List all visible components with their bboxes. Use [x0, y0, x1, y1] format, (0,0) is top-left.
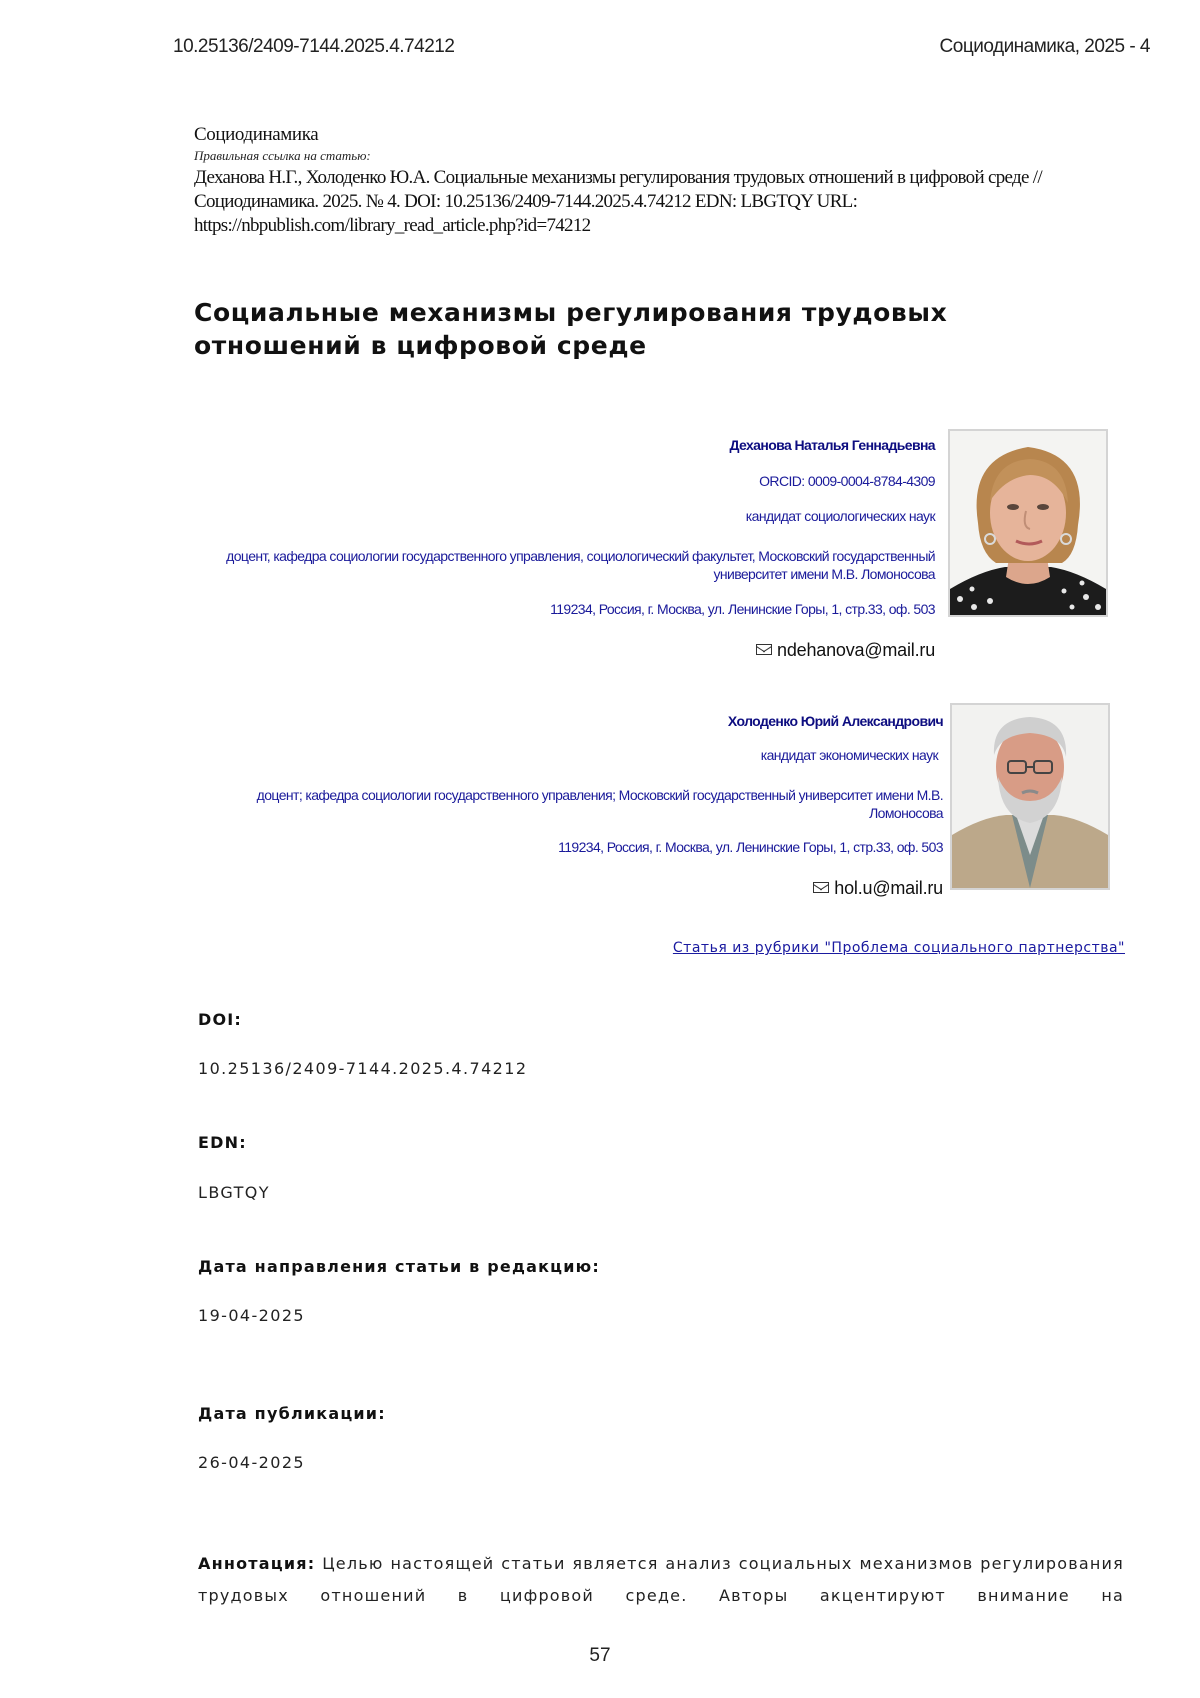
author-1-orcid[interactable]: ORCID: 0009-0004-8784-4309	[759, 473, 935, 489]
author-1-address: 119234, Россия, г. Москва, ул. Ленинские Горы, 1, стр.33, оф. 503	[550, 601, 935, 617]
author-1-degree: кандидат социологических наук	[746, 508, 935, 524]
edn-label: EDN:	[198, 1133, 247, 1152]
author-1-email-row[interactable]	[756, 640, 935, 661]
author-2-photo	[950, 703, 1110, 890]
author-2-address: 119234, Россия, г. Москва, ул. Ленинские Горы, 1, стр.33, оф. 503	[558, 839, 943, 855]
doi-label: DOI:	[198, 1010, 242, 1029]
edn-value: LBGTQY	[198, 1183, 270, 1202]
author-2-email[interactable]: hol.u@mail.ru	[834, 878, 943, 898]
author-1-email[interactable]: ndehanova@mail.ru	[777, 640, 935, 660]
page-number: 57	[0, 1645, 1200, 1667]
envelope-icon	[756, 644, 772, 655]
submitted-value: 19-04-2025	[198, 1306, 305, 1325]
rubric-link[interactable]: Статья из рубрики "Проблема социального партнерства"	[673, 940, 1125, 956]
submitted-label: Дата направления статьи в редакцию:	[198, 1257, 600, 1276]
citation-text: Деханова Н.Г., Холоденко Ю.А. Социальные механизмы регулирования трудовых отношений в цифровой среде // Социодинамика. 2025. № 4. DOI: 10.25136/2409-7144.2025.4.74212 EDN: LBGTQY URL: https://nbpublish.com/library_read_article.php?id=74212	[194, 166, 1134, 238]
author-2-name: Холоденко Юрий Александрович	[728, 713, 943, 729]
author-2-position: доцент; кафедра социологии государственного управления; Московский государственный университет имени М.В. Ломоносова	[203, 786, 943, 822]
author-1-position: доцент, кафедра социологии государственного управления, социологический факультет, Московский государственный университет имени М.В. Ломоносова	[215, 547, 935, 583]
doi-value: 10.25136/2409-7144.2025.4.74212	[198, 1059, 527, 1078]
author-1-name: Деханова Наталья Геннадьевна	[729, 437, 935, 453]
published-label: Дата публикации:	[198, 1404, 386, 1423]
envelope-icon	[813, 882, 829, 893]
author-2-degree: кандидат экономических наук	[761, 747, 938, 763]
author-2-portrait	[952, 705, 1108, 888]
published-value: 26-04-2025	[198, 1453, 305, 1472]
header-doi: 10.25136/2409-7144.2025.4.74212	[173, 36, 454, 58]
citation-label: Правильная ссылка на статью:	[194, 148, 371, 164]
author-1-photo	[948, 429, 1108, 617]
author-1-portrait	[950, 431, 1106, 615]
abstract	[198, 1548, 1124, 1612]
abstract-label: Аннотация:	[198, 1554, 315, 1573]
header-journal-issue: Социодинамика, 2025 - 4	[940, 36, 1150, 58]
abstract-text: Целью настоящей статьи является анализ социальных механизмов регулирования трудовых отношений в цифровой среде. Авторы акцентируют внимание на	[198, 1554, 1124, 1605]
citation-journal: Социодинамика	[194, 124, 318, 146]
article-title: Социальные механизмы регулирования трудовых отношений в цифровой среде	[194, 296, 1094, 362]
author-2-email-row[interactable]	[813, 878, 943, 899]
